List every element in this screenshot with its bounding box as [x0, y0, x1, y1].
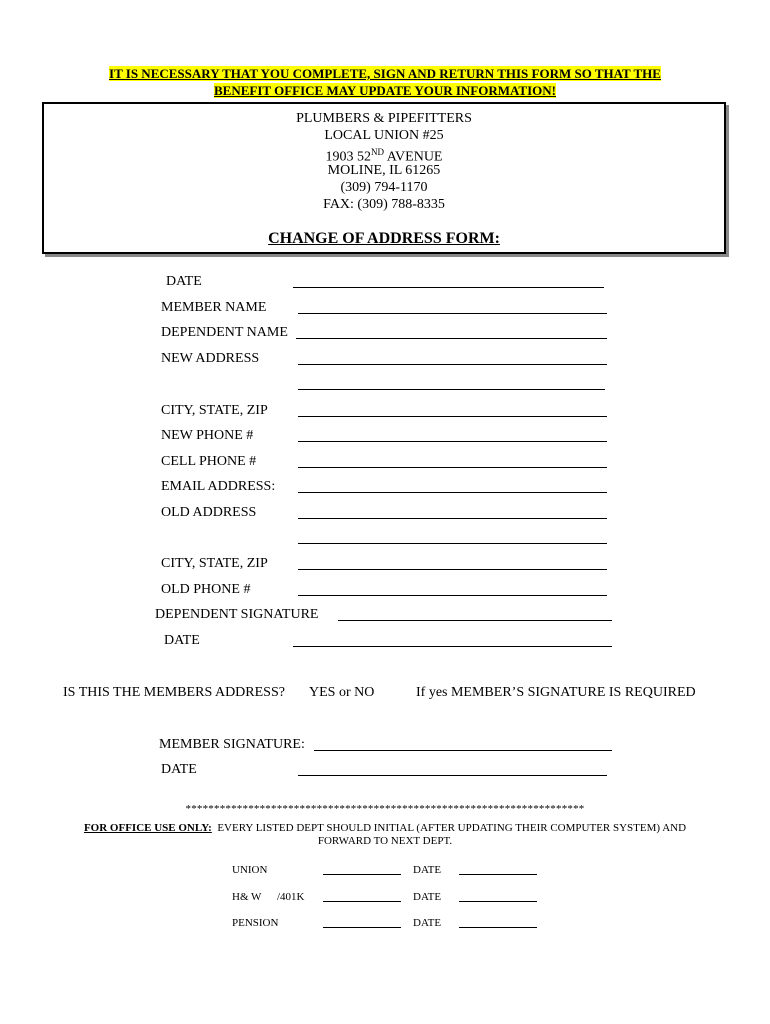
- office-instructions: [0, 822, 770, 834]
- pension-date-field[interactable]: [459, 927, 537, 928]
- new-phone-label: NEW PHONE #: [161, 428, 254, 443]
- union-date-label: DATE: [413, 864, 442, 876]
- member-signature-label: MEMBER SIGNATURE:: [159, 737, 305, 752]
- old-address-label: OLD ADDRESS: [161, 505, 257, 520]
- city-state-zip-label: CITY, STATE, ZIP: [161, 403, 268, 418]
- member-signature-field[interactable]: [314, 750, 612, 751]
- phone-line: (309) 794-1170: [340, 180, 428, 195]
- notice-line-1: IT IS NECESSARY THAT YOU COMPLETE, SIGN AND RETURN THIS FORM SO THAT THE: [109, 66, 661, 81]
- pension-label: PENSION: [232, 917, 279, 929]
- member-name-label: MEMBER NAME: [161, 300, 267, 315]
- local-union: LOCAL UNION #25: [324, 128, 444, 143]
- union-label: UNION: [232, 864, 268, 876]
- old-phone-field[interactable]: [298, 595, 607, 596]
- dependent-signature-field[interactable]: [338, 620, 612, 621]
- old-city-state-zip-label: CITY, STATE, ZIP: [161, 556, 268, 571]
- old-phone-label: OLD PHONE #: [161, 582, 251, 597]
- union-date-field[interactable]: [459, 874, 537, 875]
- date-field[interactable]: [293, 287, 604, 288]
- new-address-field[interactable]: [298, 364, 607, 365]
- old-city-state-zip-field[interactable]: [298, 569, 607, 570]
- new-phone-field[interactable]: [298, 441, 607, 442]
- fax-line: FAX: (309) 788-8335: [323, 197, 445, 212]
- office-use-heading: FOR OFFICE USE ONLY:: [83, 822, 212, 834]
- pension-initial-field[interactable]: [323, 927, 401, 928]
- org-name: PLUMBERS & PIPEFITTERS: [296, 111, 472, 126]
- old-address-field-2[interactable]: [298, 543, 607, 544]
- header-box: [42, 102, 726, 254]
- email-field[interactable]: [298, 492, 607, 493]
- members-address-question: IS THIS THE MEMBERS ADDRESS?: [63, 685, 285, 700]
- dependent-name-field[interactable]: [296, 338, 607, 339]
- dependent-signature-label: DEPENDENT SIGNATURE: [155, 607, 319, 622]
- yes-no-options[interactable]: YES or NO: [309, 685, 375, 700]
- cell-phone-field[interactable]: [298, 467, 607, 468]
- hw-label: H& W: [232, 891, 262, 903]
- notice-line-2: BENEFIT OFFICE MAY UPDATE YOUR INFORMATION!: [214, 83, 556, 98]
- divider-stars: **********************************************************************: [185, 803, 585, 815]
- hw-date-field[interactable]: [459, 901, 537, 902]
- member-name-field[interactable]: [298, 313, 607, 314]
- member-date-field[interactable]: [298, 775, 607, 776]
- old-address-field[interactable]: [298, 518, 607, 519]
- street-address: 1903 52ND AVENUE: [325, 147, 443, 165]
- new-address-label: NEW ADDRESS: [161, 351, 260, 366]
- date2-label: DATE: [164, 633, 200, 648]
- city-state-zip-field[interactable]: [298, 416, 607, 417]
- union-initial-field[interactable]: [323, 874, 401, 875]
- office-instruction-text: EVERY LISTED DEPT SHOULD INITIAL (AFTER UPDATING THEIR COMPUTER SYSTEM) AND: [217, 822, 687, 834]
- email-label: EMAIL ADDRESS:: [161, 479, 276, 494]
- city-line: MOLINE, IL 61265: [327, 163, 441, 178]
- form-title: CHANGE OF ADDRESS FORM:: [268, 230, 500, 247]
- date-label: DATE: [166, 274, 202, 289]
- date2-field[interactable]: [293, 646, 612, 647]
- signature-required-note: If yes MEMBER’S SIGNATURE IS REQUIRED: [416, 685, 696, 700]
- member-date-label: DATE: [161, 762, 197, 777]
- new-address-field-2[interactable]: [298, 389, 605, 390]
- hw-date-label: DATE: [413, 891, 442, 903]
- pension-date-label: DATE: [413, 917, 442, 929]
- office-instruction-line2: FORWARD TO NEXT DEPT.: [317, 835, 453, 847]
- cell-phone-label: CELL PHONE #: [161, 454, 257, 469]
- dependent-name-label: DEPENDENT NAME: [161, 325, 288, 340]
- hw-initial-field[interactable]: [323, 901, 401, 902]
- 401k-label: /401K: [277, 891, 305, 903]
